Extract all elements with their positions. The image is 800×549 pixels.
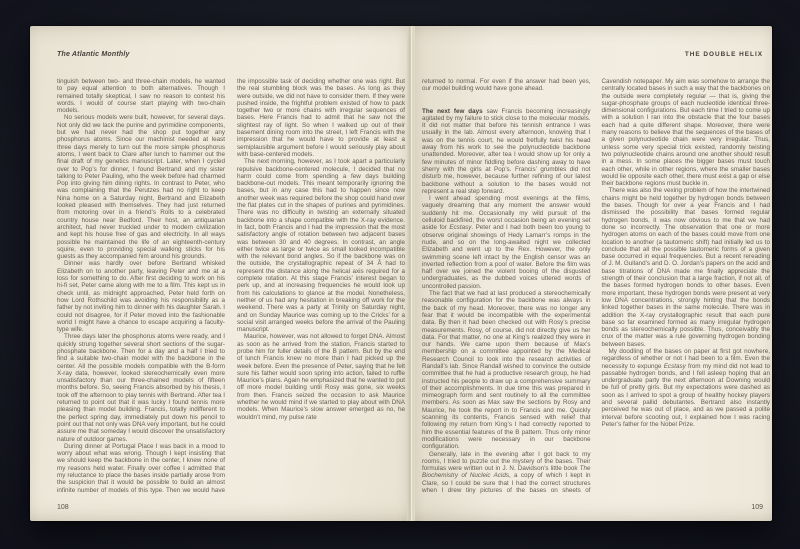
right-running-head: THE DOUBLE HELIX [684,51,763,58]
body-text: saw Francis becoming increasingly agitated by my failure to stick close to the molecular models. It did not matter that before his tennish entrance I was usually in the lab. Almost every afternoon, knowing that I was on the tennis court, he would fretfully twist his head away from his work to see the polynucleotide backbone unattended. Moreover, after tea I would show up for only a few minutes of minor fiddling before dashing away to have sherry with the girls at Pop’s. Francis’ grumbles did not disturb me, however, because further refining of our latest backbone without a solution to the bases would not represent a real step forward. [422,107,591,195]
body-text: returned to normal. For even if the answer had been yes, our model building would have gone ahead. [422,78,591,93]
body-text: , a copy of which I kept in Clare, so I could be sure that I had the correct structures when I drew tiny pictures of the bases on sheets of Cavendish notepaper. My aim was somehow to arrange the centrally located bases in such a way that the backbones on the outside were completely regular — that is, giving the sugar-phosphate groups of each nucleotide identical three-dimensional configurations. But each time I tried to come up with a solution I ran into the obstacle that the four bases each had a quite different shape. Moreover, there were many reasons to believe that the sequences of the bases of a given polynucleotide chain were very irregular. Thus, unless some very special trick existed, randomly twisting two polynucleotide chains around one another should result in a mess. In some places the bigger bases must touch each other, while in other regions, where the smaller bases would lie opposite each other, there must exist a gap or else their backbone regions must buckle in. [422,78,770,495]
right-page [415,26,772,521]
body-text: from my mind did not lead to passable hydrogen bonds, and I fell asleep hoping that an undergraduate party the next afternoon at Downing would be full of pretty girls. But my expectations were dashed as soon as I arrived to spot a group of healthy hockey players and several pallid debutantes. Bertrand also instantly perceived he was out of place, and as we passed a polite interval before scooting out, I explained how I was racing Peter’s father for the Nobel Prize. [601,362,770,428]
paragraph [602,348,771,428]
body-text: Maurice, however, was not allowed to forget DNA. Almost as soon as he arrived from the station, Francis started to probe him for fuller details of the B pattern. But by the end of lunch Francis knew no more than I had picked up the week before. Even the presence of Peter, saying that he felt sure his father would soon spring into action, failed to ruffle Maurice’s plans. Again he emphasized that he wanted to put off more model building until Rosy was gone, six weeks from then. Francis seized the occasion to ask Maurice whether he would mind if we started to play about with DNA models. When Maurice’s slow answer emerged as no, he wouldn’t mind, my pulse rate [237,333,405,421]
body-text: The fact that we had at last produced a stereochemically reasonable configuration for the backbone was always in the back of my head. Moreover, there was no longer any fear that it would be incompatible with the experimental data. By then it had been checked out with Rosy’s precise measurements. Rosy, of course, did not directly give us her data. For that matter, no one at King’s realized they were in our hands. We came upon them because of Max’s membership on a committee appointed by the Medical Research Council to look into the research activities of Randall’s lab. Since Randall wished to convince the outside committee that he had a productive research group, he had instructed his people to draw up a comprehensive summary of their accomplishments. In due time this was prepared in mimeograph form and sent routinely to all the committee members. As soon as Max saw the sections by Rosy and Maurice, he took the report in to Francis and me. Quickly scanning its contents, Francis sensed with relief that following my return from King’s I had correctly reported to him the essential features of the B pattern. Thus only minor modifications were necessary in our backbone configuration. [422,290,591,451]
body-text: Dinner was hardly over before Bertrand whisked Elizabeth on to another party, leaving Peter and me at a loss for something to do. After first deciding to work on his hi-fi set, Peter came along with me to a film. This kept us in check until, as midnight approached, Peter held forth on how Lord Rothschild was avoiding his responsibility as a father by not inviting him to dinner with his daughter Sarah. I could not disagree, for if Peter moved into the fashionable world I might have a chance to escape acquiring a faculty-type wife. [57,260,225,334]
body-text: During dinner at Portugal Place I was back in a mood to worry about what was wrong. Though I kept insisting that we should keep the backbone in the center, I knew none of my reasons held water. Finally over coffee I admitted that my reluctance to place the bases inside partially arose from the suspicion that it would be possible to build an almost infinite number of models of this type. Then we would have the impossible task of deciding whether one was right. But the real stumbling block was the bases. As long as they were outside, we did not have to consider them. If they were pushed inside, the frightful problem existed of how to pack together two or more chains with irregular sequences of bases. Here Francis had to admit that he saw not the slightest ray of light. So when I walked up out of their basement dining room into the street, I left Francis with the impression that he would have to provide at least a semiplausible argument before I would seriously play about with base-centered models. [57,78,405,494]
book-spread [30,26,772,521]
paragraph [57,78,225,114]
italic-text: The Biochemistry of Nucleic Acids [422,465,591,480]
body-text: My doodling of the bases on paper at first got nowhere, regardless of whether or not I had been to a film. Even the necessity to expunge [601,347,770,370]
left-page-text-columns [57,78,405,500]
right-page-text-columns [422,78,770,500]
paragraph [57,260,225,333]
body-text: No serious models were built, however, for several days. Not only did we lack the purine and pyrimidine components, but we had never had the shop put together any phosphorus atoms. Since our machinist needed at least three days merely to turn out the more simple phosphorus atoms, I went back to Clare after lunch to hammer out the final draft of my genetics manuscript. Later, when I cycled over to Pop’s for dinner, I found Bertrand and my sister talking to Peter Pauling, who the week before had charmed Pop into giving him dining rights. In contrast to Peter, who was complaining that the Perutzes had no right to keep Nina home on a Saturday night, Bertrand and Elizabeth looked pleased with themselves. They had just returned from motoring over in a friend’s Rolls to a celebrated country house near Bedford. Their host, an antiquarian architect, had never truckled under to modern civilization and kept his house free of gas and electricity. In all ways possible he maintained the life of an eighteenth-century squire, even to providing special walking sticks for his guests as they accompanied him around his grounds. [57,114,225,261]
paragraph [422,78,591,93]
body-text: There was also the vexing problem of how the intertwined chains might be held together by hydrogen bonds between the bases. Though for over a year Francis and I had dismissed the possibility that bases formed regular hydrogen bonds, it was now obvious to me that we had done so incorrectly. The observation that one or more hydrogen atoms on each of the bases could move from one location to another (a tautomeric shift) had initially led us to conclude that all the possible tautomeric forms of a given base occurred in equal frequencies. But a recent rereading of J. M. Gulland’s and D. O. Jordan’s papers on the acid and base titrations of DNA made me finally appreciate the strength of their conclusion that a large fraction, if not all, of the bases formed hydrogen bonds to other bases. Even more important, these hydrogen bonds were present at very low DNA concentrations, strongly hinting that the bonds linked together bases in the same molecule. There was in addition the X-ray crystallographic result that each pure base so far examined formed as many irregular hydrogen bonds as stereochemically possible. Thus, conceivably the crux of the matter was a rule governing hydrogen bonding between bases. [601,187,770,348]
left-running-head: The Atlantic Monthly [57,51,130,58]
paragraph [602,187,771,348]
paragraph [57,114,225,260]
italic-text: Ecstasy [449,224,472,232]
paragraph [237,333,405,421]
bold-lead-text: The next few days [422,107,483,115]
paragraph [57,333,225,442]
paragraph [422,195,591,290]
left-page [30,26,407,521]
body-text: The next morning, however, as I took apart a particularly repulsive backbone-centered molecule, I decided that no harm could come from spending a few days building backbone-out models. This meant temporarily ignoring the bases, but in any case this had to happen since now another week was required before the shop could hand over the flat plates cut in the shapes of purines and pyrimidines. There was no difficulty in twisting an externally situated backbone into a shape compatible with the X-ray evidence. In fact, both Francis and I had the impression that the most satisfactory angle of rotation between two adjacent bases was between 30 and 40 degrees. In contrast, an angle either twice as large or twice as small looked incompatible with the relevant bond angles. So if the backbone was on the outside, the crystallographic repeat of 34 Å had to represent the distance along the helical axis required for a complete rotation. At this stage Francis’ interest began to perk up, and at increasing frequencies he would look up from his calculations to glance at the model. Nonetheless, neither of us had any hesitation in breaking off work for the weekend. There was a party at Trinity on Saturday night, and on Sunday Maurice was coming up to the Cricks’ for a social visit arranged weeks before the arrival of the Pauling manuscript. [237,158,405,334]
book-gutter [407,26,415,521]
body-text: Three days later the phosphorus atoms were ready, and I quickly strung together several short sections of the sugar-phosphate backbone. Then for a day and a half I tried to find a suitable two-chain model with the backbone in the center. All the possible models compatible with the B-form X-ray data, however, looked stereochemically even more unsatisfactory than our three-chained models of fifteen months before. So, seeing Francis absorbed by his thesis, I took off the afternoon to play tennis with Bertrand. After tea I returned to point out that it was lucky I found tennis more pleasing than model building. Francis, totally indifferent to the perfect spring day, immediately put down his pencil to point out that not only was DNA very important, but he could assure me that someday I would discover the unsatisfactory nature of outdoor games. [57,333,225,443]
body-text: Generally, late in the evening after I got back to my rooms, I tried to puzzle out the mystery of the bases. Their formulas were written out in J. N. Davidson’s little book [422,450,591,473]
paragraph [237,158,405,333]
body-text: . Peter and I had both been too young to observe original showings of Hedy Lamarr’s romps in the nude, and so on the long-awaited night we collected Elizabeth and went up to the Rex. However, the only swimming scene left intact by the English censor was an inverted reflection from a pool of water. Before the film was half over we joined the violent booing of the disgusted undergraduates, as the dubbed voices uttered words of uncontrolled passion. [422,224,591,290]
right-page-number: 109 [751,504,763,511]
body-text: I went ahead spending most evenings at the films, vaguely dreaming that any moment the answer would suddenly hit me. Occasionally my wild pursuit of the celluloid backfired, the worst occasion being an evening set aside for [422,195,591,232]
italic-text: Ecstasy [663,362,686,370]
paragraph [422,290,591,451]
body-text: tinguish between two- and three-chain models, he wanted to pay equal attention to both alternatives. Though I remained totally skeptical, I saw no reason to contest his words. I would of course start playing with two-chain models. [57,78,225,115]
paragraph [422,108,591,196]
left-page-number: 108 [57,504,69,511]
